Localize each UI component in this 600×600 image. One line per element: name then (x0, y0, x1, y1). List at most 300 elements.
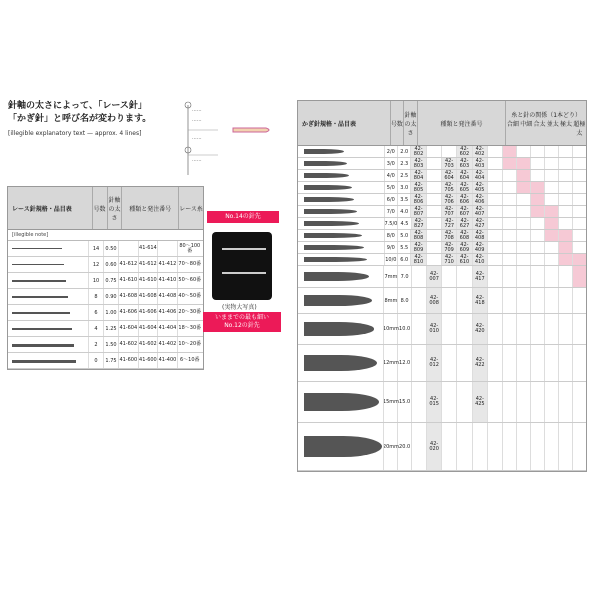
main-row-diameter: 8.0 (398, 288, 411, 313)
main-row-code (442, 345, 457, 381)
lace-row-code: 41-610 (139, 273, 159, 288)
main-row-code (442, 146, 457, 157)
main-row-code (427, 230, 442, 241)
lace-needle-image (8, 353, 89, 368)
main-row-code (442, 423, 457, 470)
main-row-code: 42-705 (442, 182, 457, 193)
main-table-row (298, 254, 586, 266)
relation-cell (545, 266, 559, 287)
lace-needle-shape (12, 328, 72, 330)
lace-row-thread: 70〜80番 (178, 261, 202, 267)
main-row-code (488, 170, 503, 181)
lace-header-name: レース針規格・品目表 (8, 187, 93, 229)
hook-image (298, 254, 385, 265)
main-row-diameter: 6.0 (398, 254, 411, 265)
relation-cell (503, 206, 517, 217)
needle-size-diagram (178, 100, 278, 180)
main-row-no: 10/0 (385, 254, 398, 265)
main-row-code (488, 194, 503, 205)
main-row-code: 42-710 (442, 254, 457, 265)
hook-shape (304, 295, 372, 306)
main-row-diameter: 5.0 (398, 230, 411, 241)
main-row-code: 42-425 (473, 382, 488, 422)
relation-cell (545, 242, 559, 253)
relation-cell (531, 218, 545, 229)
main-row-code: 42-708 (442, 230, 457, 241)
relation-cell (559, 206, 573, 217)
relation-cell (545, 170, 559, 181)
main-row-no: 4/0 (385, 170, 398, 181)
lace-needle-shape (12, 296, 68, 298)
main-row-code (412, 345, 427, 381)
lace-row-code: 41-606 (139, 305, 159, 320)
main-row-code: 42-804 (411, 170, 426, 181)
main-row-code: 42-020 (427, 423, 442, 470)
main-row-code (412, 288, 427, 313)
intro-body: [illegible explanatory text — approx. 4 lines] (8, 130, 142, 137)
lace-header-diameter: 針軸の太さ (108, 187, 123, 229)
main-row-code: 42-703 (442, 158, 457, 169)
main-row-code (442, 382, 457, 422)
lace-row-diameter: 1.50 (104, 337, 119, 352)
main-header-name: かぎ針規格・品目表 (298, 101, 391, 145)
hook-shape (304, 233, 362, 238)
svg-text:······: ······ (192, 136, 202, 142)
svg-text:······: ······ (192, 118, 202, 124)
relation-cell (517, 254, 531, 265)
main-row-code (457, 345, 472, 381)
hook-image (298, 194, 385, 205)
relation-cell (531, 206, 545, 217)
relation-cell (531, 158, 545, 169)
relation-cell (545, 146, 559, 157)
lace-table-row (8, 241, 203, 257)
main-row-diameter: 3.5 (398, 194, 411, 205)
lace-row-code: 41-608 (139, 289, 159, 304)
relation-cell (559, 158, 573, 169)
main-header-relation-cols (506, 119, 586, 137)
hook-image (298, 423, 384, 470)
hook-shape (304, 209, 357, 214)
main-table-body (298, 146, 586, 471)
relation-cell (559, 345, 573, 381)
main-row-code: 42-007 (427, 266, 442, 287)
main-row-code (427, 254, 442, 265)
main-table-row (298, 242, 586, 254)
relation-cell (517, 146, 531, 157)
main-row-no: 7mm (384, 266, 398, 287)
lace-row-code (158, 241, 178, 256)
relation-cell (573, 266, 586, 287)
main-row-code (457, 314, 472, 344)
relation-cell (573, 423, 586, 470)
main-table-row (298, 170, 586, 182)
main-row-code: 42-808 (411, 230, 426, 241)
hook-image (298, 288, 384, 313)
hook-image (298, 170, 385, 181)
relation-cell (503, 266, 517, 287)
lace-row-diameter: 0.75 (104, 273, 119, 288)
hook-shape (304, 173, 349, 178)
lace-needle-shape (12, 312, 70, 314)
main-row-code (457, 266, 472, 287)
main-row-no: 10mm (384, 314, 398, 344)
svg-text:······: ······ (192, 108, 202, 114)
relation-cell (531, 230, 545, 241)
lace-row-thread: 80〜100番 (179, 242, 201, 254)
needle-tip-photo (212, 232, 272, 300)
relation-cell (573, 242, 586, 253)
main-row-no: 12mm (384, 345, 398, 381)
main-row-code (412, 382, 427, 422)
relation-cell (503, 242, 517, 253)
main-table-row (298, 206, 586, 218)
main-header-diameter: 針軸の太さ (404, 101, 418, 145)
main-row-code: 42-403 (473, 158, 488, 169)
relation-col-label: 超極太 (573, 120, 586, 137)
main-row-code: 42-627 (457, 218, 472, 229)
relation-cell (559, 170, 573, 181)
lace-row-diameter: 0.90 (104, 289, 119, 304)
lace-row-code: 41-602 (139, 337, 159, 352)
main-row-code: 42-805 (411, 182, 426, 193)
relation-cell (545, 194, 559, 205)
relation-cell (517, 230, 531, 241)
main-row-code (488, 266, 503, 287)
main-row-code: 42-427 (473, 218, 488, 229)
relation-cell (517, 158, 531, 169)
main-row-code (488, 230, 503, 241)
relation-cell (559, 423, 573, 470)
main-row-code: 42-406 (473, 194, 488, 205)
main-row-code: 42-603 (457, 158, 472, 169)
relation-cell (559, 218, 573, 229)
relation-cell (573, 254, 586, 265)
main-row-no: 7/0 (385, 206, 398, 217)
relation-cell (503, 230, 517, 241)
main-row-code (488, 288, 503, 313)
lace-row-thread: 40〜50番 (178, 293, 202, 299)
lace-row-code: 41-608 (119, 289, 139, 304)
lace-row-code: 41-406 (158, 305, 178, 320)
hook-shape (304, 322, 374, 336)
lace-row-no: 0 (89, 353, 104, 368)
relation-cell (545, 182, 559, 193)
main-row-code: 42-606 (457, 194, 472, 205)
lace-row-thread: 18〜30番 (178, 325, 202, 331)
relation-cell (531, 254, 545, 265)
relation-col-label: 極太 (560, 120, 573, 128)
lace-row-code: 41-402 (158, 337, 178, 352)
lace-needle-image (8, 257, 89, 272)
lace-table-row (8, 305, 203, 321)
main-header-codes: 種類と発注番号 (418, 101, 507, 145)
relation-cell (517, 194, 531, 205)
main-table-row (298, 382, 586, 423)
hook-shape (304, 161, 347, 166)
main-row-code: 42-610 (457, 254, 472, 265)
main-row-code: 42-405 (473, 182, 488, 193)
main-row-code (442, 266, 457, 287)
main-table-header (298, 101, 586, 146)
lace-row-code: 41-602 (119, 337, 139, 352)
relation-cell (545, 345, 559, 381)
hook-shape (304, 221, 359, 226)
main-row-diameter: 3.0 (398, 182, 411, 193)
main-row-code (488, 314, 503, 344)
lace-row-code: 41-408 (158, 289, 178, 304)
lace-row-no: 10 (89, 273, 104, 288)
lace-header-thread: レース糸 (179, 205, 203, 213)
relation-cell (531, 242, 545, 253)
main-row-code (488, 345, 503, 381)
lace-row-thread: 20〜30番 (178, 309, 202, 315)
relation-cell (517, 182, 531, 193)
main-table-row (298, 423, 586, 471)
main-header-relation-title: 糸と針の関係（1本どり） (511, 111, 582, 119)
relation-cell (503, 218, 517, 229)
lace-row-code: 41-612 (119, 257, 139, 272)
relation-cell (503, 158, 517, 169)
main-row-code (457, 423, 472, 470)
relation-cell (517, 170, 531, 181)
lace-needle-image (8, 305, 89, 320)
lace-row-no: 14 (89, 241, 104, 256)
lace-row-code (119, 241, 139, 256)
intro-title-line2: 「かぎ針」と呼び名が変わります。 (8, 114, 152, 124)
relation-cell (573, 382, 586, 422)
main-row-no: 9/0 (385, 242, 398, 253)
main-row-diameter: 10.0 (398, 314, 411, 344)
main-row-code: 42-607 (457, 206, 472, 217)
main-table-row (298, 158, 586, 170)
main-row-no: 8/0 (385, 230, 398, 241)
hook-image (298, 230, 385, 241)
main-row-code (488, 146, 503, 157)
hook-shape (304, 436, 382, 457)
main-table-row (298, 146, 586, 158)
lace-table-row (8, 289, 203, 305)
relation-cell (573, 194, 586, 205)
lace-needle-shape (12, 344, 74, 347)
main-row-no: 3/0 (385, 158, 398, 169)
main-row-code (473, 423, 488, 470)
main-row-code: 42-604 (457, 170, 472, 181)
relation-cell (531, 314, 545, 344)
relation-cell (503, 382, 517, 422)
lace-row-thread: 10〜20番 (178, 341, 202, 347)
photo-needle-12 (222, 272, 266, 274)
lace-row-code: 41-614 (139, 241, 159, 256)
lace-table-note: [illegible note] (8, 230, 203, 241)
lace-needle-image (8, 289, 89, 304)
relation-cell (503, 170, 517, 181)
main-row-code: 42-409 (473, 242, 488, 253)
main-row-code: 42-418 (473, 288, 488, 313)
main-row-code (427, 194, 442, 205)
hook-shape (304, 245, 364, 250)
relation-cell (545, 314, 559, 344)
relation-cell (517, 382, 531, 422)
main-row-code: 42-602 (457, 146, 472, 157)
main-row-code (488, 218, 503, 229)
main-row-diameter: 2.5 (398, 170, 411, 181)
lace-needle-image (8, 337, 89, 352)
hook-image (298, 158, 385, 169)
relation-cell (545, 206, 559, 217)
main-row-code: 42-404 (473, 170, 488, 181)
photo-callout-bottom-line1: いままでの最も細い (214, 314, 269, 321)
photo-callout-bottom-line2: No.12の針先 (224, 322, 260, 329)
relation-cell (531, 266, 545, 287)
relation-cell (545, 230, 559, 241)
main-row-code (442, 314, 457, 344)
main-row-code: 42-809 (411, 242, 426, 253)
main-table-row (298, 288, 586, 314)
main-row-code (488, 182, 503, 193)
main-table-row (298, 345, 586, 382)
relation-cell (559, 254, 573, 265)
main-row-no: 2/0 (385, 146, 398, 157)
main-row-code (412, 423, 427, 470)
relation-cell (517, 345, 531, 381)
intro-section (8, 100, 173, 138)
hook-image (298, 242, 385, 253)
relation-cell (503, 254, 517, 265)
relation-cell (573, 158, 586, 169)
main-row-diameter: 4.5 (398, 218, 411, 229)
main-row-code: 42-420 (473, 314, 488, 344)
relation-cell (545, 254, 559, 265)
lace-needle-shape (12, 264, 64, 265)
lace-row-no: 8 (89, 289, 104, 304)
hook-image (298, 314, 384, 344)
relation-cell (559, 314, 573, 344)
main-row-code: 42-803 (411, 158, 426, 169)
lace-row-code: 41-412 (158, 257, 178, 272)
relation-cell (573, 182, 586, 193)
lace-needle-image (8, 241, 89, 256)
main-row-code: 42-402 (473, 146, 488, 157)
relation-cell (517, 288, 531, 313)
main-row-code (457, 382, 472, 422)
lace-header-no: 号数 (93, 187, 108, 229)
svg-text:······: ······ (192, 158, 202, 164)
lace-needle-shape (12, 360, 76, 363)
main-row-code (488, 423, 503, 470)
relation-cell (531, 182, 545, 193)
main-row-no: 6/0 (385, 194, 398, 205)
relation-cell (545, 382, 559, 422)
lace-row-code: 41-600 (119, 353, 139, 368)
main-row-code: 42-407 (473, 206, 488, 217)
lace-row-code: 41-604 (119, 321, 139, 336)
relation-cell (559, 288, 573, 313)
relation-cell (517, 266, 531, 287)
relation-cell (531, 423, 545, 470)
relation-cell (531, 288, 545, 313)
relation-cell (517, 206, 531, 217)
lace-row-code: 41-400 (158, 353, 178, 368)
main-row-code: 42-008 (427, 288, 442, 313)
relation-cell (545, 158, 559, 169)
main-row-no: 7.5/0 (385, 218, 399, 229)
main-row-code (427, 170, 442, 181)
main-row-code: 42-417 (473, 266, 488, 287)
lace-row-no: 12 (89, 257, 104, 272)
main-table-row (298, 218, 586, 230)
relation-cell (559, 194, 573, 205)
lace-table-row (8, 321, 203, 337)
lace-table-row (8, 273, 203, 289)
main-row-code: 42-422 (473, 345, 488, 381)
hook-shape (304, 149, 344, 154)
main-row-code (442, 288, 457, 313)
main-row-code: 42-727 (442, 218, 457, 229)
relation-cell (531, 170, 545, 181)
relation-cell (559, 242, 573, 253)
relation-cell (517, 218, 531, 229)
main-row-code: 42-010 (427, 314, 442, 344)
main-header-relation (506, 101, 586, 145)
relation-col-label: 合細 (506, 120, 519, 128)
relation-cell (559, 266, 573, 287)
hook-image (298, 345, 384, 381)
relation-cell (559, 146, 573, 157)
relation-cell (503, 182, 517, 193)
lace-row-code: 41-604 (139, 321, 159, 336)
lace-row-diameter: 1.75 (104, 353, 119, 368)
relation-cell (545, 288, 559, 313)
relation-cell (573, 345, 586, 381)
main-row-code: 42-015 (427, 382, 442, 422)
lace-row-thread: 50〜60番 (178, 277, 202, 283)
relation-cell (517, 423, 531, 470)
main-row-diameter: 12.0 (398, 345, 411, 381)
main-row-code (488, 382, 503, 422)
relation-cell (573, 218, 586, 229)
hook-image (298, 146, 385, 157)
lace-needle-shape (12, 248, 62, 249)
lace-row-no: 4 (89, 321, 104, 336)
relation-cell (503, 314, 517, 344)
photo-callout-top: No.14の針先 (207, 211, 279, 223)
main-row-diameter: 7.0 (398, 266, 411, 287)
main-row-code (412, 266, 427, 287)
crochet-hook-table (297, 100, 587, 472)
main-row-diameter: 2.0 (398, 146, 411, 157)
hook-image (298, 182, 385, 193)
main-row-no: 15mm (384, 382, 398, 422)
relation-cell (503, 423, 517, 470)
main-table-row (298, 182, 586, 194)
main-row-code: 42-609 (457, 242, 472, 253)
main-table-row (298, 314, 586, 345)
lace-needle-image (8, 273, 89, 288)
main-row-code (488, 206, 503, 217)
lace-row-no: 6 (89, 305, 104, 320)
hook-shape (304, 257, 367, 262)
relation-cell (531, 382, 545, 422)
main-row-code: 42-709 (442, 242, 457, 253)
main-row-code: 42-706 (442, 194, 457, 205)
main-row-code: 42-608 (457, 230, 472, 241)
main-row-code (427, 182, 442, 193)
main-row-code: 42-604 (442, 170, 457, 181)
relation-cell (545, 218, 559, 229)
lace-needle-shape (12, 280, 66, 282)
relation-cell (573, 314, 586, 344)
